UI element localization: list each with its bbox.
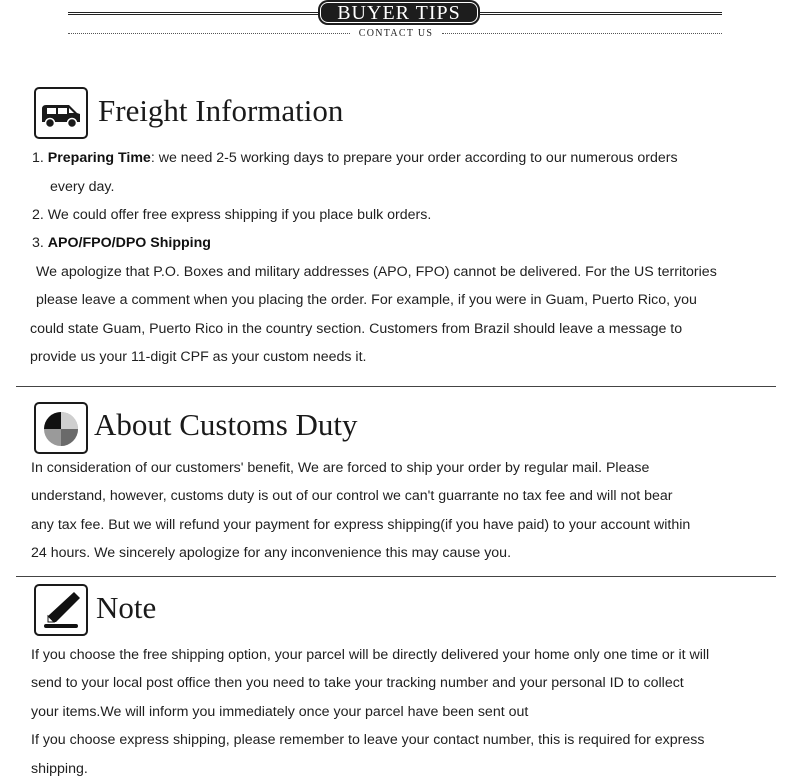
customs-para-line: 24 hours. We sincerely apologize for any inconvenience this may cause you. [31, 545, 512, 561]
item-number: 1. [32, 150, 44, 166]
note-para-line: If you choose express shipping, please remember to leave your contact number, this is required for express [31, 732, 705, 748]
truck-icon [34, 87, 88, 139]
buyer-tips-banner [0, 0, 800, 44]
banner-title: BUYER TIPS [318, 0, 480, 25]
freight-item-1 [32, 150, 678, 166]
note-para-line: send to your local post office then you need to take your tracking number and your personal ID to collect [31, 675, 684, 691]
contact-us-link[interactable]: CONTACT US [358, 28, 434, 39]
freight-item-2: 2. We could offer free express shipping if you place bulk orders. [32, 207, 432, 223]
freight-para-line: please leave a comment when you placing the order. For example, if you were in Guam, Puerto Rico, you [36, 292, 697, 308]
note-heading: Note [96, 590, 157, 625]
banner-rule-left [68, 12, 318, 15]
section-divider [16, 576, 776, 577]
customs-para-line: understand, however, customs duty is out of our control we can't guarrante no tax fee and will not bear [31, 488, 673, 504]
freight-para-line: provide us your 11-digit CPF as your custom needs it. [30, 349, 367, 365]
freight-item-1-cont: every day. [50, 179, 115, 195]
freight-para-line: We apologize that P.O. Boxes and military addresses (APO, FPO) cannot be delivered. For the US territories [36, 264, 717, 280]
pie-chart-icon [34, 402, 88, 454]
customs-heading: About Customs Duty [94, 407, 358, 442]
banner-dots-right [442, 33, 722, 34]
marker-icon [34, 584, 88, 636]
apo-shipping-label: APO/FPO/DPO Shipping [47, 235, 211, 251]
freight-heading: Freight Information [98, 93, 344, 128]
freight-item-3 [32, 235, 211, 251]
preparing-time-label: Preparing Time [47, 150, 151, 166]
banner-rule-right [480, 12, 722, 15]
preparing-time-text: : we need 2-5 working days to prepare your order according to our numerous orders [150, 150, 678, 166]
freight-para-line: could state Guam, Puerto Rico in the country section. Customers from Brazil should leave a message to [30, 321, 683, 337]
section-divider [16, 386, 776, 387]
note-para-line: If you choose the free shipping option, your parcel will be directly delivered your home only one time or it will [31, 647, 710, 663]
banner-dots-left [68, 33, 350, 34]
note-para-line: your items.We will inform you immediately once your parcel have been sent out [31, 704, 529, 720]
customs-para-line: In consideration of our customers' benefit, We are forced to ship your order by regular mail. Please [31, 460, 650, 476]
note-para-line: shipping. [31, 761, 88, 777]
customs-para-line: any tax fee. But we will refund your payment for express shipping(if you have paid) to your account within [31, 517, 691, 533]
item-number: 3. [32, 235, 44, 251]
